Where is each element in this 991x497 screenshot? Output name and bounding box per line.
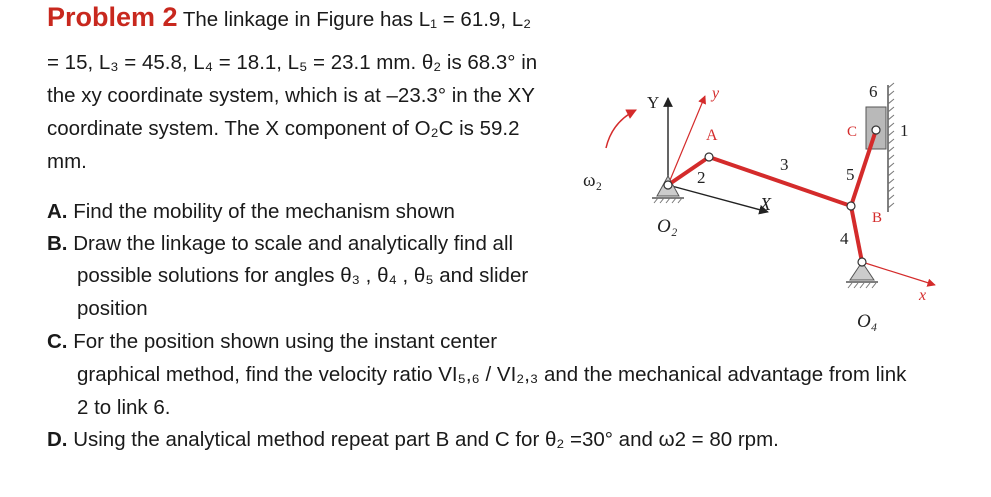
part-b-letter: B. — [47, 232, 68, 255]
pin-o4 — [858, 258, 866, 266]
pin-o2 — [664, 181, 672, 189]
label-O2: O₂ — [657, 216, 678, 237]
label-Y: Y — [647, 93, 660, 112]
label-O4: O₄ — [857, 311, 878, 332]
problem-line-4: coordinate system. The X component of O₂C is 59.2 — [47, 117, 520, 140]
label-link-2: 2 — [697, 168, 706, 187]
pin-b — [847, 202, 855, 210]
problem-title: Problem 2 — [47, 2, 178, 32]
link-5 — [851, 130, 876, 206]
label-omega2: ω₂ — [583, 170, 603, 191]
label-link-5: 5 — [846, 165, 855, 184]
label-C: C — [847, 124, 858, 140]
label-link-3: 3 — [780, 155, 789, 174]
slider-wall — [888, 83, 894, 212]
label-link-6: 6 — [869, 82, 878, 101]
label-X: X — [760, 194, 771, 214]
pin-a — [705, 153, 713, 161]
pin-c — [872, 126, 880, 134]
part-c-letter: C. — [47, 330, 68, 353]
part-c-text: For the position shown using the instant center — [73, 330, 498, 353]
part-d-text: Using the analytical method repeat part B and C for θ₂ =30° and ω2 = 80 rpm. — [73, 428, 779, 451]
part-a-text: Find the mobility of the mechanism shown — [73, 200, 455, 223]
label-link-4: 4 — [840, 229, 849, 248]
link-4 — [851, 206, 862, 262]
part-d-letter: D. — [47, 428, 68, 451]
part-b-text-2: possible solutions for angles θ₃ , θ₄ , θ₅ and slider — [77, 264, 529, 287]
omega2-arrow — [606, 110, 636, 148]
part-a — [47, 200, 455, 224]
label-B: B — [872, 210, 883, 226]
part-b — [47, 232, 513, 256]
linkage-figure — [570, 60, 990, 340]
part-d — [47, 428, 779, 452]
part-b-text: Draw the linkage to scale and analytically find all — [73, 232, 514, 255]
label-x: x — [919, 287, 927, 304]
part-c-text-3: 2 to link 6. — [77, 396, 171, 419]
label-link-1: 1 — [900, 121, 909, 140]
part-a-letter: A. — [47, 200, 68, 223]
problem-line-5: mm. — [47, 150, 87, 173]
part-c — [47, 330, 497, 354]
part-b-text-3: position — [77, 297, 148, 320]
problem-line-3: the xy coordinate system, which is at –23.3° in the XY — [47, 84, 535, 107]
problem-line-2: = 15, L₃ = 45.8, L₄ = 18.1, L₅ = 23.1 mm. θ₂ is 68.3° in — [47, 51, 538, 74]
problem-line-1 — [47, 2, 532, 32]
problem-text-1: The linkage in Figure has L₁ = 61.9, L₂ — [182, 8, 532, 31]
part-c-text-2: graphical method, find the velocity ratio VI₅,₆ / VI₂,₃ and the mechanical advantage from link — [77, 363, 907, 386]
label-y: y — [712, 85, 720, 102]
label-A: A — [706, 127, 718, 144]
